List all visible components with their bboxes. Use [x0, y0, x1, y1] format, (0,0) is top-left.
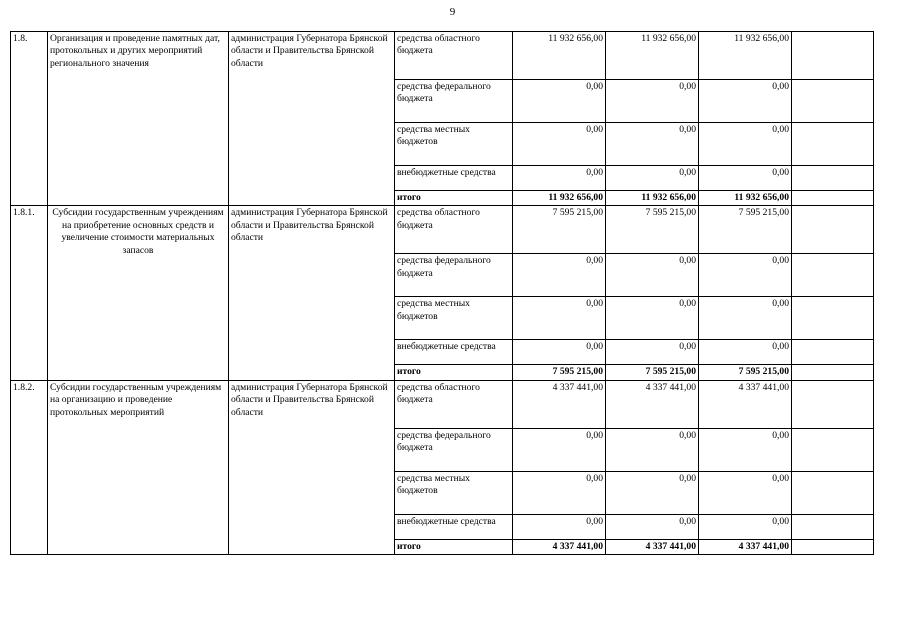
amount-cell: 0,00: [606, 428, 699, 471]
empty-cell: [792, 191, 874, 206]
amount-cell: 0,00: [513, 166, 606, 191]
funding-source: итого: [395, 365, 513, 380]
item-name: Субсидии государственным учреждениям на приобретение основных средств и увеличение стоимости материальных запасов: [48, 206, 229, 380]
amount-cell: 7 595 215,00: [513, 365, 606, 380]
amount-cell: 4 337 441,00: [606, 539, 699, 554]
amount-cell: 0,00: [513, 514, 606, 539]
funding-row: [11, 32, 874, 80]
amount-cell: 0,00: [606, 340, 699, 365]
empty-cell: [792, 471, 874, 514]
empty-cell: [792, 297, 874, 340]
funding-source: итого: [395, 191, 513, 206]
amount-cell: 11 932 656,00: [606, 32, 699, 80]
amount-cell: 7 595 215,00: [606, 365, 699, 380]
amount-cell: 0,00: [513, 471, 606, 514]
funding-source: средства областного бюджета: [395, 32, 513, 80]
item-executor: администрация Губернатора Брянской области и Правительства Брянской области: [229, 32, 395, 206]
amount-cell: 0,00: [606, 123, 699, 166]
page-number: 9: [449, 6, 456, 18]
empty-cell: [792, 340, 874, 365]
amount-cell: 0,00: [513, 297, 606, 340]
amount-cell: 0,00: [606, 166, 699, 191]
amount-cell: 0,00: [699, 428, 792, 471]
funding-source: итого: [395, 539, 513, 554]
amount-cell: 4 337 441,00: [513, 539, 606, 554]
amount-cell: 0,00: [699, 297, 792, 340]
funding-source: средства федерального бюджета: [395, 254, 513, 297]
funding-source: внебюджетные средства: [395, 514, 513, 539]
item-name: Организация и проведение памятных дат, протокольных и других мероприятий регионального значения: [48, 32, 229, 206]
amount-cell: 4 337 441,00: [699, 539, 792, 554]
amount-cell: 4 337 441,00: [699, 380, 792, 428]
amount-cell: 0,00: [513, 340, 606, 365]
funding-source: средства областного бюджета: [395, 206, 513, 254]
amount-cell: 0,00: [699, 514, 792, 539]
empty-cell: [792, 206, 874, 254]
amount-cell: 0,00: [513, 80, 606, 123]
budget-table-body: [11, 32, 874, 555]
amount-cell: 4 337 441,00: [606, 380, 699, 428]
budget-table: [10, 31, 874, 555]
amount-cell: 0,00: [513, 123, 606, 166]
amount-cell: 0,00: [699, 123, 792, 166]
amount-cell: 0,00: [699, 254, 792, 297]
amount-cell: 7 595 215,00: [606, 206, 699, 254]
empty-cell: [792, 380, 874, 428]
funding-source: средства местных бюджетов: [395, 471, 513, 514]
empty-cell: [792, 254, 874, 297]
item-code: 1.8.: [11, 32, 48, 206]
amount-cell: 11 932 656,00: [513, 191, 606, 206]
empty-cell: [792, 539, 874, 554]
amount-cell: 11 932 656,00: [699, 191, 792, 206]
empty-cell: [792, 166, 874, 191]
amount-cell: 0,00: [513, 254, 606, 297]
funding-source: средства местных бюджетов: [395, 297, 513, 340]
empty-cell: [792, 80, 874, 123]
item-name: Субсидии государственным учреждениям на организацию и проведение протокольных мероприятий: [48, 380, 229, 554]
amount-cell: 4 337 441,00: [513, 380, 606, 428]
amount-cell: 11 932 656,00: [699, 32, 792, 80]
amount-cell: 0,00: [606, 254, 699, 297]
amount-cell: 0,00: [513, 428, 606, 471]
amount-cell: 7 595 215,00: [699, 365, 792, 380]
funding-source: внебюджетные средства: [395, 340, 513, 365]
empty-cell: [792, 32, 874, 80]
amount-cell: 0,00: [699, 471, 792, 514]
amount-cell: 11 932 656,00: [606, 191, 699, 206]
amount-cell: 7 595 215,00: [513, 206, 606, 254]
funding-source: внебюджетные средства: [395, 166, 513, 191]
empty-cell: [792, 123, 874, 166]
amount-cell: 11 932 656,00: [513, 32, 606, 80]
empty-cell: [792, 514, 874, 539]
funding-source: средства федерального бюджета: [395, 80, 513, 123]
amount-cell: 0,00: [606, 297, 699, 340]
item-executor: администрация Губернатора Брянской области и Правительства Брянской области: [229, 206, 395, 380]
amount-cell: 0,00: [606, 471, 699, 514]
funding-row: [11, 380, 874, 428]
funding-row: [11, 206, 874, 254]
funding-source: средства местных бюджетов: [395, 123, 513, 166]
amount-cell: 0,00: [606, 514, 699, 539]
amount-cell: 0,00: [699, 80, 792, 123]
funding-source: средства областного бюджета: [395, 380, 513, 428]
empty-cell: [792, 365, 874, 380]
item-code: 1.8.1.: [11, 206, 48, 380]
funding-source: средства федерального бюджета: [395, 428, 513, 471]
amount-cell: 0,00: [606, 80, 699, 123]
amount-cell: 7 595 215,00: [699, 206, 792, 254]
amount-cell: 0,00: [699, 166, 792, 191]
item-executor: администрация Губернатора Брянской области и Правительства Брянской области: [229, 380, 395, 554]
item-code: 1.8.2.: [11, 380, 48, 554]
empty-cell: [792, 428, 874, 471]
amount-cell: 0,00: [699, 340, 792, 365]
